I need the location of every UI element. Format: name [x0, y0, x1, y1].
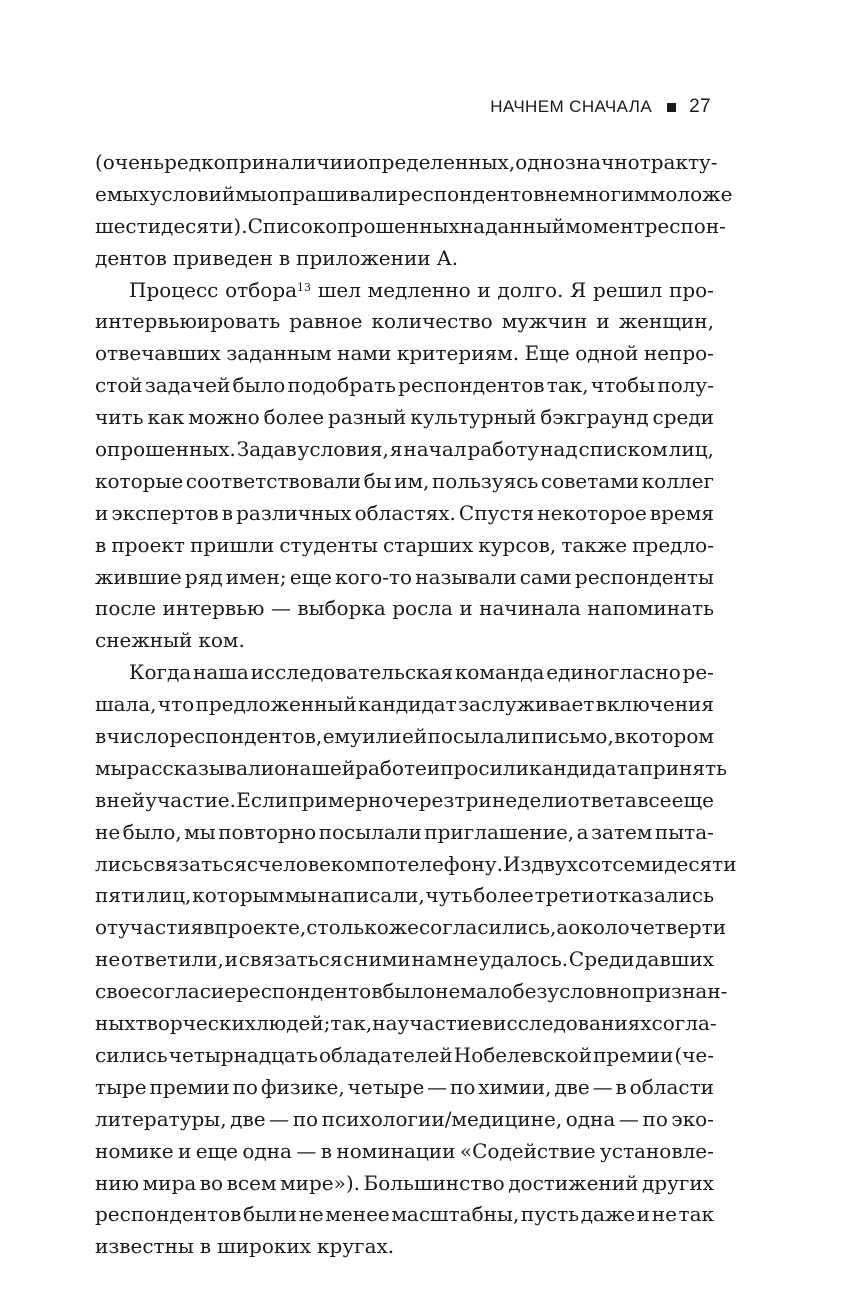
text-line: дентов приведен в приложении А.	[95, 245, 459, 270]
text-line: стой задачей было подобрать респондентов так, чтобы полу-	[95, 373, 714, 398]
text-line: в проект пришли студенты старших курсов, также предло-	[95, 532, 714, 557]
text-line: Процесс отбора$^{13}$ шел медленно и долго. Я решил про-	[129, 277, 714, 302]
text-line: тыре премии по физике, четыре — по химии, две — в области	[95, 1074, 714, 1099]
separator-square-icon	[667, 103, 676, 112]
text-line: отвечавших заданным нами критериям. Еще одной непро-	[95, 341, 714, 366]
text-line: свое согласие респондентов было немало безусловно признан-	[95, 979, 728, 1004]
text-line: не ответили, и связаться с ними нам не удалось. Среди давших	[95, 947, 714, 972]
text-line: чить как можно более разный культурный бэкграунд среди	[95, 405, 714, 430]
text-line: и экспертов в различных областях. Спустя некоторое время	[95, 500, 714, 525]
text-line: емых условий мы опрашивали респондентов немногим моложе	[95, 181, 733, 206]
page-number: 27	[689, 96, 711, 117]
text-line: шала, что предложенный кандидат заслуживает включения	[95, 692, 714, 717]
text-line: после интервью — выборка росла и начинала напоминать	[95, 596, 714, 621]
text-line: которые соответствовали бы им, пользуясь советами коллег	[95, 468, 714, 493]
text-line: от участия в проекте, столько же согласились, а около четверти	[95, 915, 727, 940]
text-line: респондентов были не менее масштабны, пусть даже и не так	[95, 1202, 714, 1227]
text-line: известны в широких кругах.	[95, 1234, 395, 1259]
text-line: лись связаться с человеком по телефону. Из двухсот семидесяти	[95, 851, 737, 876]
text-line: опрошенных. Задав условия, я начал работу над списком лиц,	[95, 437, 714, 462]
text-line: номике и еще одна — в номинации «Содействие установле-	[95, 1138, 714, 1163]
text-line: сились четырнадцать обладателей Нобелевской премии (че-	[95, 1042, 714, 1067]
footnote-reference[interactable]: 13	[297, 281, 312, 295]
text-line: интервьюировать равное количество мужчин и женщин,	[95, 309, 714, 334]
text-line: жившие ряд имен; еще кого-то называли сами респонденты	[95, 564, 714, 589]
text-line: пяти лиц, которым мы написали, чуть более трети отказались	[95, 883, 714, 908]
text-line: не было, мы повторно посылали приглашение, а затем пыта-	[95, 819, 714, 844]
text-line: ных творческих людей; так, на участие в исследованиях согла-	[95, 1011, 717, 1036]
text-line: в число респондентов, ему или ей посылали письмо, в котором	[95, 724, 714, 749]
running-head	[490, 94, 711, 120]
text-line: (очень редко при наличии определенных, однозначно тракту-	[95, 150, 718, 174]
text-line: снежный ком.	[95, 628, 245, 653]
text-line: нию мира во всем мире»). Большинство достижений других	[95, 1170, 714, 1195]
text-line: мы рассказывали о нашей работе и просили кандидата принять	[95, 755, 727, 780]
text-line: в ней участие. Если примерно через три недели ответа все еще	[95, 787, 714, 812]
text-line: шестидесяти). Список опрошенных на данный момент респон-	[95, 213, 726, 238]
body-text	[95, 150, 737, 1266]
text-line: литературы, две — по психологии/медицине, одна — по эко-	[95, 1106, 714, 1131]
running-head-title: НАЧНЕМ СНАЧАЛА	[490, 97, 653, 116]
text-line: Когда наша исследовательская команда единогласно ре-	[129, 660, 714, 685]
